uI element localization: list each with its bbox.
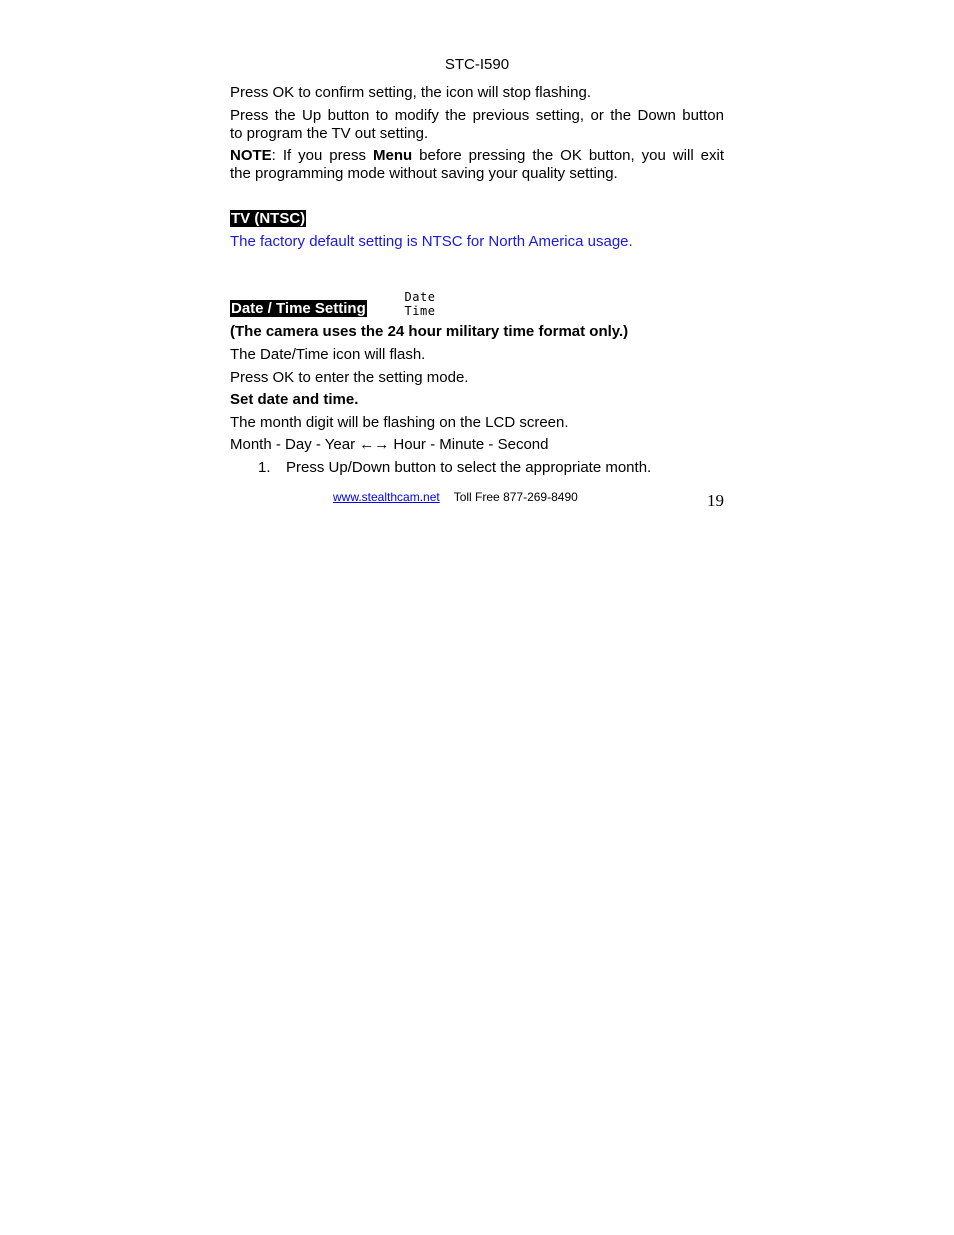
set-date-time-subheading: Set date and time. (230, 391, 359, 408)
page-footer (333, 490, 578, 504)
military-time-note: (The camera uses the 24 hour military time format only.) (230, 323, 629, 340)
note-paragraph-line-2: the programming mode without saving your quality setting. (230, 165, 618, 182)
tv-ntsc-heading-row (230, 210, 724, 228)
up-down-paragraph-line-1: Press the Up button to modify the previous setting, or the Down button (230, 107, 724, 124)
note-text-part-2: before pressing the OK button, you will exit (412, 147, 724, 164)
date-time-sequence: Month - Day - Year ←→ Hour - Minute - Second (230, 436, 549, 453)
date-time-icon-line-2: Time (404, 304, 436, 318)
enter-setting-text: Press OK to enter the setting mode. (230, 369, 469, 386)
icon-flash-text: The Date/Time icon will flash. (230, 346, 426, 363)
tv-ntsc-default-text: The factory default setting is NTSC for North America usage. (230, 233, 633, 250)
up-down-paragraph-line-2: to program the TV out setting. (230, 125, 429, 142)
date-time-icon (403, 290, 437, 318)
step-text: Press Up/Down button to select the appropriate month. (286, 459, 652, 476)
date-time-heading: Date / Time Setting (231, 300, 366, 317)
list-item (258, 459, 651, 477)
note-paragraph-line-1 (230, 147, 724, 165)
step-number: 1. (258, 459, 271, 476)
note-menu-word: Menu (372, 147, 413, 164)
note-text-part-1: : If you press (271, 147, 373, 164)
note-label: NOTE (230, 147, 272, 164)
date-time-heading-row (230, 300, 724, 318)
month-flashing-text: The month digit will be flashing on the LCD screen. (230, 414, 569, 431)
toll-free-number: Toll Free 877-269-8490 (453, 490, 578, 504)
confirm-paragraph: Press OK to confirm setting, the icon will stop flashing. (230, 84, 591, 101)
date-time-icon-line-1: Date (404, 290, 436, 304)
website-link[interactable]: www.stealthcam.net (333, 490, 440, 504)
page-header-title: STC-I590 (444, 56, 510, 73)
page-number: 19 (707, 491, 724, 510)
tv-ntsc-heading: TV (NTSC) (231, 210, 306, 227)
